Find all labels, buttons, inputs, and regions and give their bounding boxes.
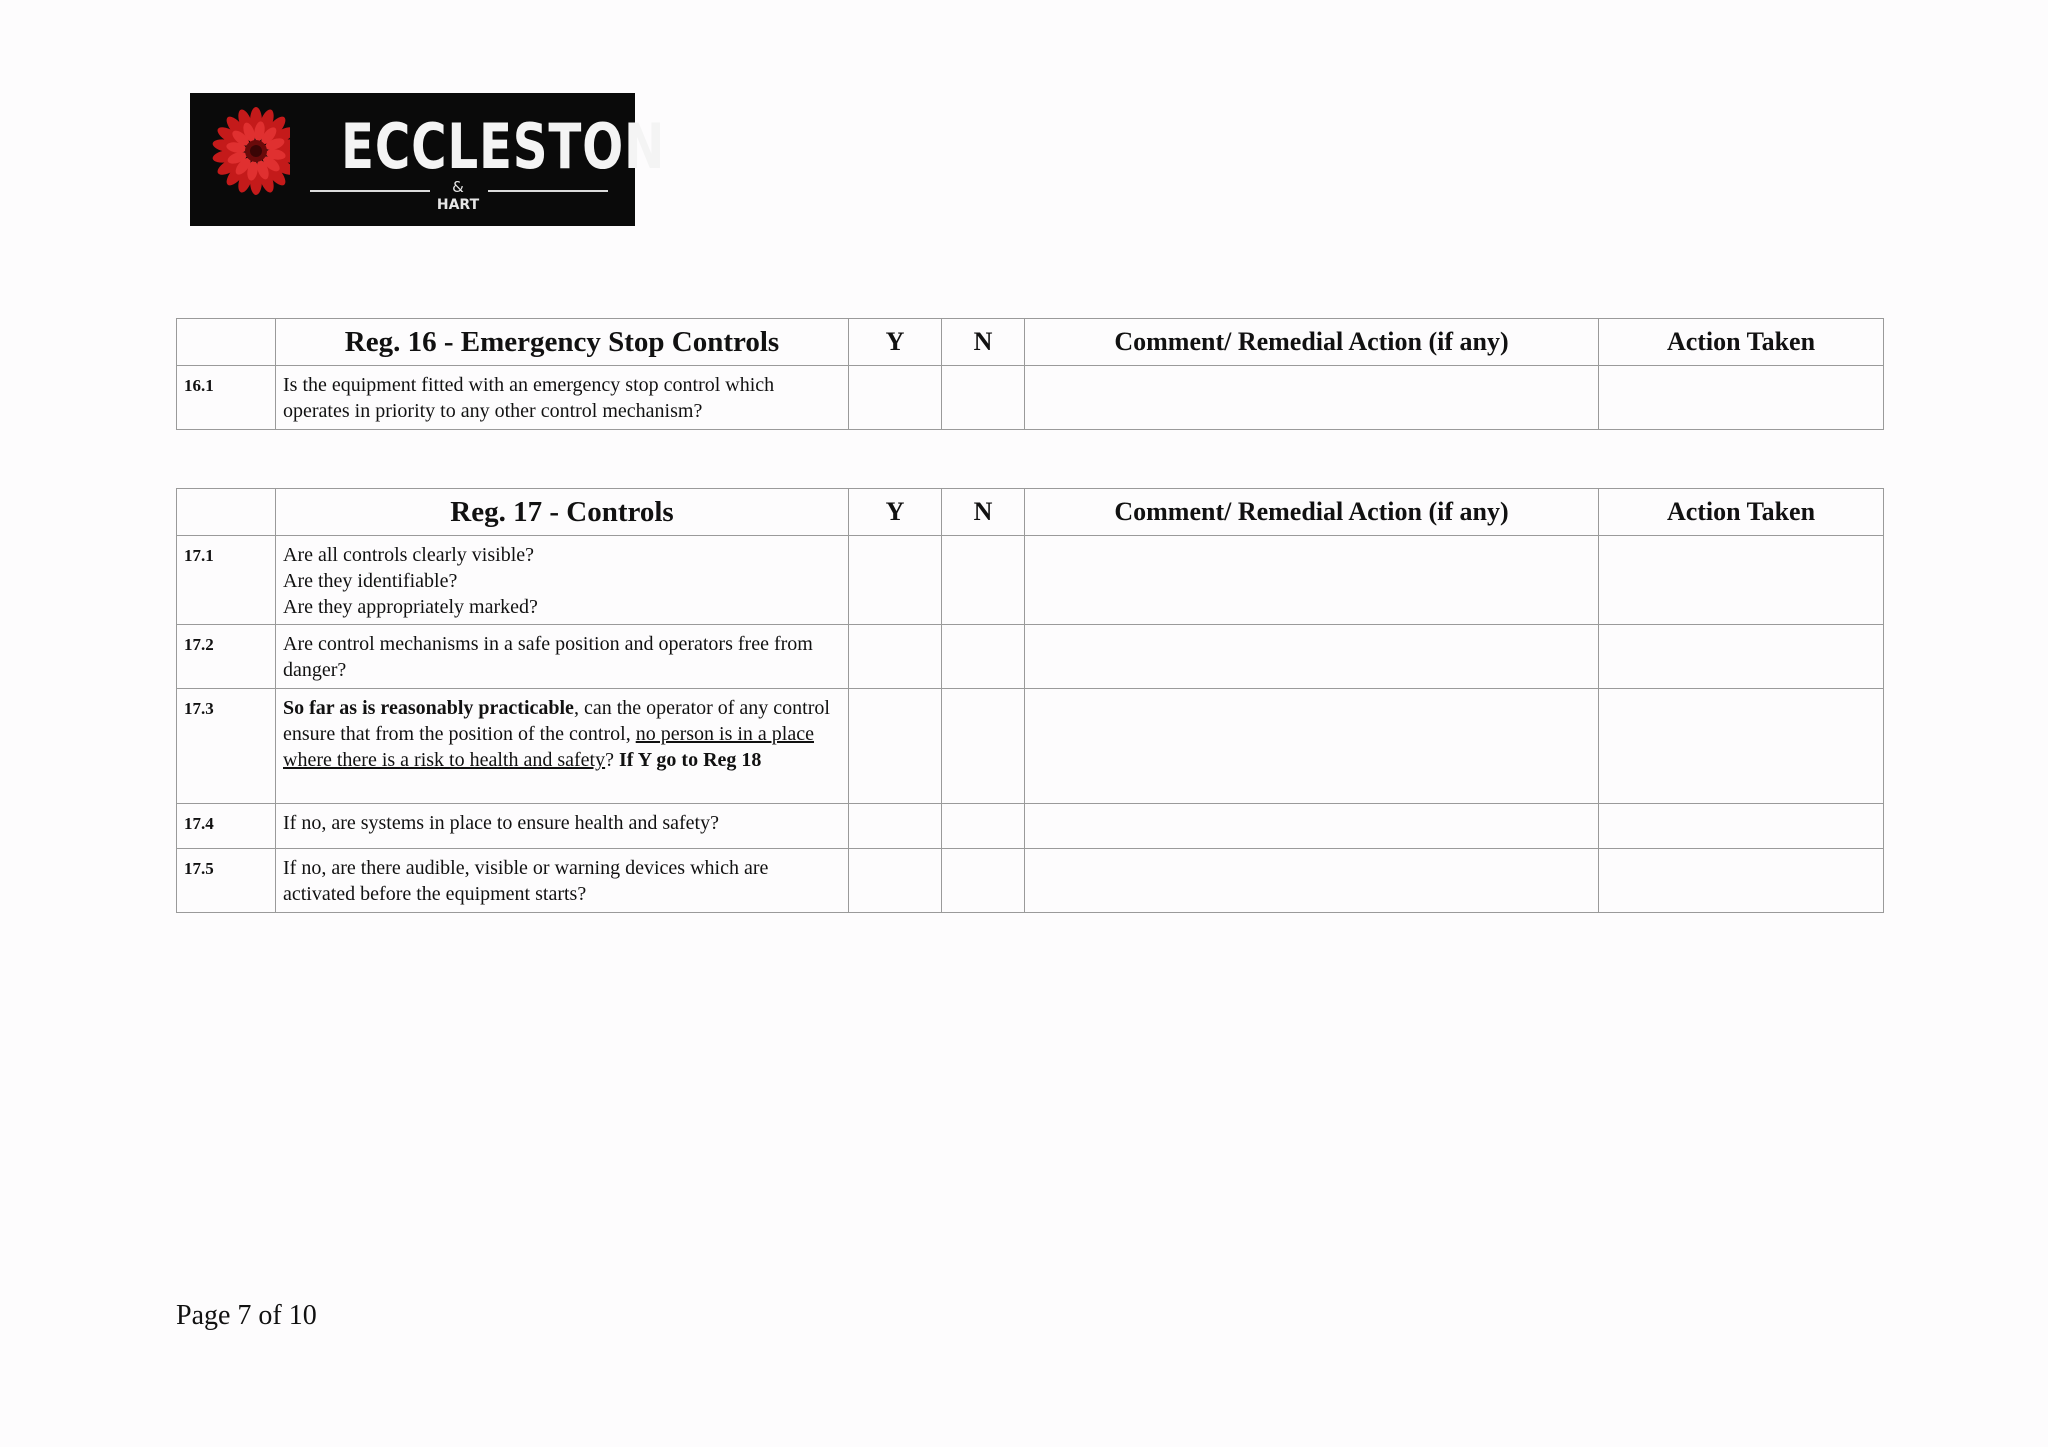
reg16-num-header xyxy=(177,319,276,366)
comment-column-header: Comment/ Remedial Action (if any) xyxy=(1025,319,1599,366)
comment-cell[interactable] xyxy=(1025,689,1599,804)
no-cell[interactable] xyxy=(942,625,1025,689)
action-cell[interactable] xyxy=(1599,849,1884,913)
comment-cell[interactable] xyxy=(1025,366,1599,430)
question-text: If no, are systems in place to ensure health and safety? xyxy=(276,804,849,849)
question-number: 17.5 xyxy=(177,849,276,913)
question-text xyxy=(276,689,849,804)
question-number: 16.1 xyxy=(177,366,276,430)
table-row xyxy=(177,536,1884,625)
page-number: Page 7 of 10 xyxy=(176,1300,317,1331)
company-logo xyxy=(190,93,666,226)
table-row xyxy=(177,804,1884,849)
action-cell[interactable] xyxy=(1599,536,1884,625)
question-emphasis: So far as is reasonably practicable xyxy=(283,697,574,719)
reg17-num-header xyxy=(177,489,276,536)
yes-cell[interactable] xyxy=(849,849,942,913)
no-cell[interactable] xyxy=(942,689,1025,804)
action-cell[interactable] xyxy=(1599,625,1884,689)
no-cell[interactable] xyxy=(942,366,1025,430)
logo-subtitle: HART xyxy=(436,197,480,213)
action-cell[interactable] xyxy=(1599,804,1884,849)
yes-cell[interactable] xyxy=(849,625,942,689)
question-fragment: ? xyxy=(605,749,619,771)
reg16-table xyxy=(176,318,1884,430)
question-number: 17.1 xyxy=(177,536,276,625)
yes-cell[interactable] xyxy=(849,536,942,625)
question-text: Are control mechanisms in a safe position and operators free from danger? xyxy=(276,625,849,689)
table-row xyxy=(177,625,1884,689)
question-text: Is the equipment fitted with an emergency stop control which operates in priority to any other control mechanism? xyxy=(276,366,849,430)
comment-cell[interactable] xyxy=(1025,849,1599,913)
yes-cell[interactable] xyxy=(849,689,942,804)
logo-ampersand: & xyxy=(452,178,464,196)
question-number: 17.3 xyxy=(177,689,276,804)
comment-cell[interactable] xyxy=(1025,625,1599,689)
no-cell[interactable] xyxy=(942,804,1025,849)
question-fragment: , can the operator of any control ensure that from the position of the control, xyxy=(283,697,830,745)
question-line: Are all controls clearly visible? xyxy=(283,544,535,566)
action-cell[interactable] xyxy=(1599,366,1884,430)
question-number: 17.4 xyxy=(177,804,276,849)
reg16-header-row xyxy=(177,319,1884,366)
comment-column-header: Comment/ Remedial Action (if any) xyxy=(1025,489,1599,536)
no-cell[interactable] xyxy=(942,849,1025,913)
question-number: 17.2 xyxy=(177,625,276,689)
reg17-table xyxy=(176,488,1884,913)
no-cell[interactable] xyxy=(942,536,1025,625)
yes-cell[interactable] xyxy=(849,366,942,430)
yes-cell[interactable] xyxy=(849,804,942,849)
reg17-header-row xyxy=(177,489,1884,536)
question-instruction: If Y go to Reg 18 xyxy=(619,749,762,771)
question-line: Are they appropriately marked? xyxy=(283,596,538,618)
no-column-header: N xyxy=(942,489,1025,536)
gerbera-flower-icon xyxy=(190,93,290,226)
yes-column-header: Y xyxy=(849,319,942,366)
question-line: Are they identifiable? xyxy=(283,570,458,592)
reg17-title: Reg. 17 - Controls xyxy=(276,489,849,536)
comment-cell[interactable] xyxy=(1025,804,1599,849)
no-column-header: N xyxy=(942,319,1025,366)
table-row xyxy=(177,366,1884,430)
question-text xyxy=(276,536,849,625)
action-cell[interactable] xyxy=(1599,689,1884,804)
action-column-header: Action Taken xyxy=(1599,489,1884,536)
action-column-header: Action Taken xyxy=(1599,319,1884,366)
question-text: If no, are there audible, visible or warning devices which are activated before the equipment starts? xyxy=(276,849,849,913)
table-row xyxy=(177,689,1884,804)
question-underlined: no person is in a place where there is a risk to health and safety xyxy=(283,723,814,771)
yes-column-header: Y xyxy=(849,489,942,536)
logo-wordmark: ECCLESTON xyxy=(341,110,666,183)
reg16-title: Reg. 16 - Emergency Stop Controls xyxy=(276,319,849,366)
table-row xyxy=(177,849,1884,913)
comment-cell[interactable] xyxy=(1025,536,1599,625)
